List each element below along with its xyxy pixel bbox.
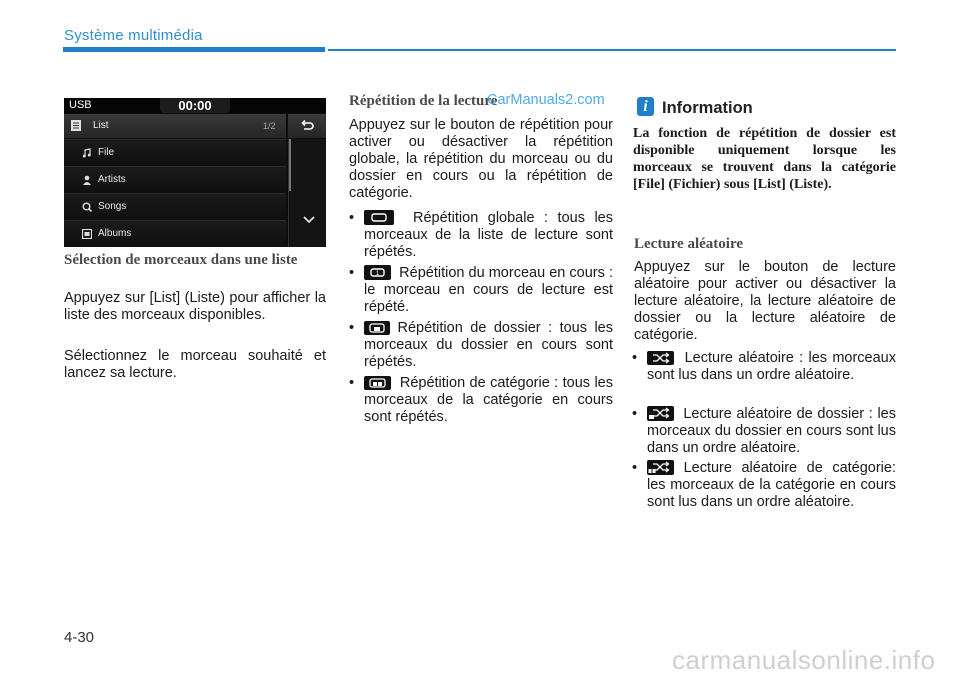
repeat-folder-icon	[364, 321, 390, 335]
bullet-shuffle-category	[632, 460, 896, 511]
bullet-repeat-folder	[349, 320, 614, 371]
usb-item-label: Albums	[98, 228, 132, 239]
usb-item-label: File	[98, 147, 115, 158]
paragraph-list-instructions: Appuyez sur [List] (Liste) pour afficher la liste des morceaux disponibles.	[64, 290, 326, 323]
header-rule-thick	[63, 47, 325, 52]
info-title: Information	[662, 99, 753, 117]
bullet-text: Lecture aléatoire de dossier : les morceaux du dossier en cours sont lus dans un ordre aléatoire.	[647, 406, 896, 456]
paragraph-repeat-intro: Appuyez sur le bouton de répétition pour activer ou désactiver la répétition globale, la répétition du morceau ou du dossier en cours ou la répétition de catégorie.	[349, 117, 613, 201]
usb-scrollbar-thumb[interactable]	[289, 139, 291, 191]
bullet-text: Répétition du morceau en cours : le morceau en cours de lecture est répété.	[364, 265, 613, 315]
usb-list-screenshot	[64, 98, 326, 247]
back-arrow-icon	[300, 119, 314, 133]
usb-status-bar	[64, 98, 326, 113]
section-title: Système multimédia	[64, 27, 203, 44]
bullet-shuffle	[632, 350, 896, 384]
usb-list-item-songs[interactable]	[64, 193, 286, 221]
usb-item-label: Songs	[98, 201, 127, 212]
usb-list-item-albums[interactable]	[64, 220, 286, 247]
header-rule-thin	[328, 49, 896, 51]
heading-repeat: Répétition de la lecture	[349, 93, 498, 109]
bullet-dot: •	[349, 265, 355, 281]
info-text: La fonction de répétition de dossier est disponible uniquement lorsque les morceaux se trouvent dans la catégorie [File] (Fichier) sous [List] (Liste).	[633, 126, 896, 192]
paragraph-shuffle-intro: Appuyez sur le bouton de lecture aléatoire pour activer ou désactiver la lecture aléatoire, la lecture aléatoire de dossier ou la lecture aléatoire de catégorie.	[634, 259, 896, 343]
usb-list-label: List	[93, 120, 109, 131]
shuffle-icon	[647, 351, 674, 365]
info-icon: i	[637, 97, 654, 116]
bullet-dot: •	[632, 350, 638, 366]
usb-back-button[interactable]	[288, 114, 326, 138]
bullet-dot: •	[349, 375, 355, 391]
usb-scroll-panel[interactable]	[288, 139, 326, 247]
heading-shuffle: Lecture aléatoire	[634, 236, 743, 252]
svg-text:1: 1	[375, 271, 380, 277]
site-watermark: carmanualsonline.info	[672, 645, 936, 675]
bullet-repeat-all	[349, 210, 613, 261]
bullet-dot: •	[349, 210, 355, 226]
bullet-text: Répétition de catégorie : tous les morceaux de la catégorie en cours sont répétés.	[364, 375, 613, 425]
usb-source-label: USB	[69, 99, 92, 111]
music-note-icon	[82, 148, 92, 158]
usb-page-indicator: 1/2	[263, 121, 276, 131]
bullet-dot: •	[632, 406, 638, 422]
bullet-text: Lecture aléatoire de catégorie: les morceaux de la catégorie en cours sont lus dans un ordre aléatoire.	[647, 460, 896, 510]
song-search-icon	[82, 202, 92, 212]
usb-item-label: Artists	[98, 174, 126, 185]
list-icon	[71, 120, 81, 131]
usb-list-item-file[interactable]	[64, 139, 286, 167]
shuffle-folder-icon	[647, 406, 674, 421]
bullet-text: Lecture aléatoire : les morceaux sont lus dans un ordre aléatoire.	[647, 350, 896, 383]
bullet-repeat-category	[349, 375, 613, 426]
bullet-text: Répétition de dossier : tous les morceaux du dossier en cours sont répétés.	[364, 320, 614, 370]
page-number: 4-30	[64, 629, 95, 646]
heading-list-selection: Sélection de morceaux dans une liste	[64, 252, 298, 268]
album-icon	[82, 229, 92, 239]
repeat-all-icon	[364, 210, 394, 225]
repeat-one-icon	[364, 265, 391, 280]
usb-time-display: 00:00	[160, 98, 230, 113]
usb-list-item-artists[interactable]	[64, 166, 286, 194]
watermark: CarManuals2.com	[487, 92, 605, 108]
bullet-repeat-one	[349, 265, 613, 316]
chevron-down-icon[interactable]	[303, 216, 315, 224]
bullet-dot: •	[349, 320, 355, 336]
repeat-category-icon	[364, 376, 391, 390]
shuffle-category-icon	[647, 460, 674, 475]
bullet-shuffle-folder	[632, 406, 896, 457]
paragraph-select-track: Sélectionnez le morceau souhaité et lancez sa lecture.	[64, 348, 326, 381]
bullet-dot: •	[632, 460, 638, 476]
person-icon	[82, 175, 92, 185]
bullet-text: Répétition globale : tous les morceaux de la liste de lecture sont répétés.	[364, 210, 613, 260]
usb-list-header[interactable]	[64, 114, 286, 138]
